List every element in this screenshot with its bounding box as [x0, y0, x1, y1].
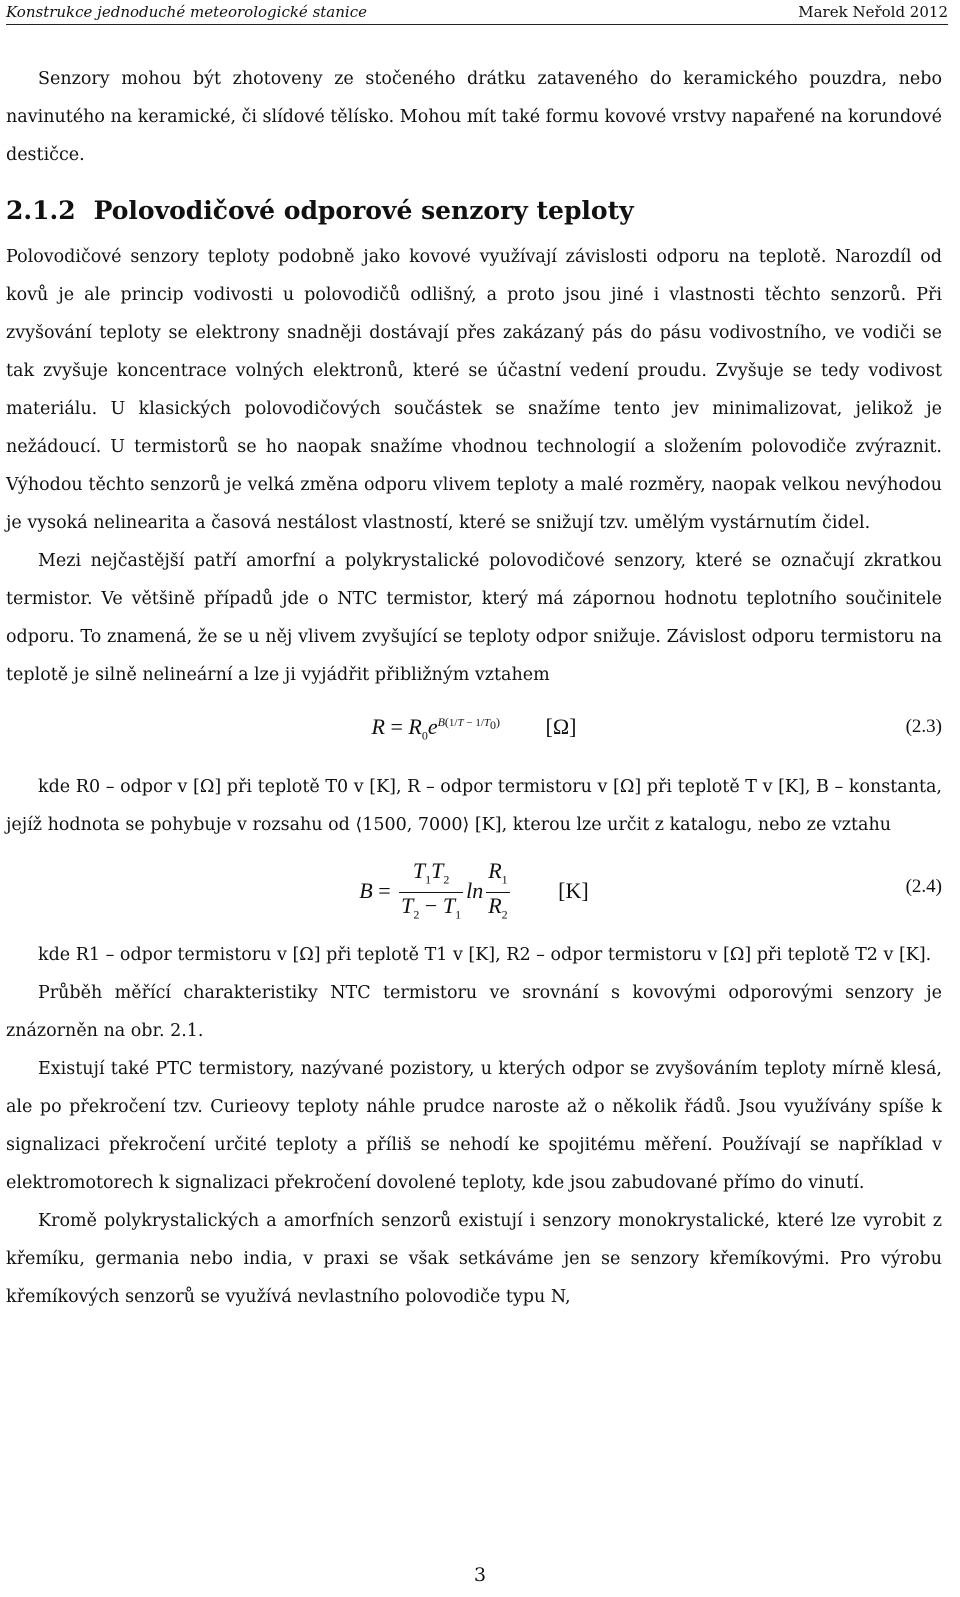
paragraph-1: Senzory mohou být zhotoveny ze stočeného drátku zataveného do keramického pouzdra, nebo navinutého na keramické, či slídové tělísko. Mohou mít také formu kovové vrstvy napařené na korundové destičce.	[6, 69, 942, 165]
paragraph-3: Mezi nejčastější patří amorfní a polykrystalické polovodičové senzory, které se označují zkratkou termistor. Ve většině případů jde o NTC termistor, který má zápornou hodnotu teplotního součinitele odporu. To znamená, že se u něj vlivem zvyšující se teploty odpor snižuje. Závislost odporu termistoru na teplotě je silně nelineární a lze ji vyjádřit přibližným vztahem	[6, 551, 942, 685]
equation-2-4-number: (2.4)	[905, 876, 942, 897]
section-heading	[6, 194, 942, 228]
equation-2-4-formula: B = $\frac{T_1T_2}{T_2 - T_1}$ ln $\frac{R_1}{R_2}$ [K]	[359, 858, 589, 922]
header-author: Marek Neřold 2012	[798, 3, 948, 21]
section-title: Polovodičové odporové senzory teploty	[93, 196, 634, 225]
paragraph-2: Polovodičové senzory teploty podobně jako kovové využívají závislosti odporu na teplotě. Narozdíl od kovů je ale princip vodivosti u polovodičů odlišný, a proto jsou jiné i vlastnosti těchto senzorů. Při zvyšování teploty se elektrony snadněji dostávají přes zakázaný pás do pásu vodivostního, ve vodiči se tak zvyšuje koncentrace volných elektronů, které se účastní vedení proudu. Zvyšuje se tedy vodivost materiálu. U klasických polovodičových součástek se snažíme tento jev minimalizovat, jelikož je nežádoucí. U termistorů se ho naopak snažíme vhodnou technologií a složením polovodiče zvýraznit. Výhodou těchto senzorů je velká změna odporu vlivem teploty a malé rozměry, naopak velkou nevýhodou je vysoká nelinearita a časová nestálost vlastností, které se snižují tzv. umělým vystárnutím čidel.	[6, 247, 942, 533]
page-number: 3	[473, 1564, 487, 1586]
section-number: 2.1.2	[6, 196, 76, 225]
header-title: Konstrukce jednoduché meteorologické stanice	[6, 3, 367, 21]
paragraph-5: kde R1 – odpor termistoru v [Ω] při teplotě T1 v [K], R2 – odpor termistoru v [Ω] při teplotě T2 v [K].	[38, 945, 932, 965]
page-header	[6, 0, 948, 25]
paragraph-8: Kromě polykrystalických a amorfních senzorů existují i senzory monokrystalické, které lze vyrobit z křemíku, germania nebo india, v praxi se však setkáváme jen se senzory křemíkovými. Pro výrobu křemíkových senzorů se využívá nevlastního polovodiče typu N,	[6, 1211, 942, 1307]
paragraph-6: Průběh měřící charakteristiky NTC termistoru ve srovnání s kovovými odporovými senzory je znázorněn na obr. 2.1.	[6, 983, 942, 1041]
paragraph-4: kde R0 – odpor v [Ω] při teplotě T0 v [K], R – odpor termistoru v [Ω] při teplotě T v [K], B – konstanta, jejíž hodnota se pohybuje v rozsahu od ⟨1500, 7000⟩ [K], kterou lze určit z katalogu, nebo ze vztahu	[6, 777, 942, 835]
equation-2-4	[6, 850, 942, 930]
equation-2-3-formula: $R = R_0e^{B(1/T - 1/T_0)}$ [Ω]	[371, 714, 577, 743]
equation-2-3	[6, 700, 942, 762]
paragraph-7: Existují také PTC termistory, nazývané pozistory, u kterých odpor se zvyšováním teploty mírně klesá, ale po překročení tzv. Curieovy teploty náhle prudce naroste až o několik řádů. Jsou využívány spíše k signalizaci překročení určité teploty a příliš se nehodí ke spojitému měření. Používají se například v elektromotorech k signalizaci překročení dovolené teploty, kde jsou zabudované přímo do vinutí.	[6, 1059, 942, 1193]
equation-2-4-unit: [K]	[558, 877, 589, 903]
equation-2-3-number: (2.3)	[905, 716, 942, 737]
equation-2-3-unit: [Ω]	[545, 714, 577, 739]
page-content	[6, 60, 942, 1316]
